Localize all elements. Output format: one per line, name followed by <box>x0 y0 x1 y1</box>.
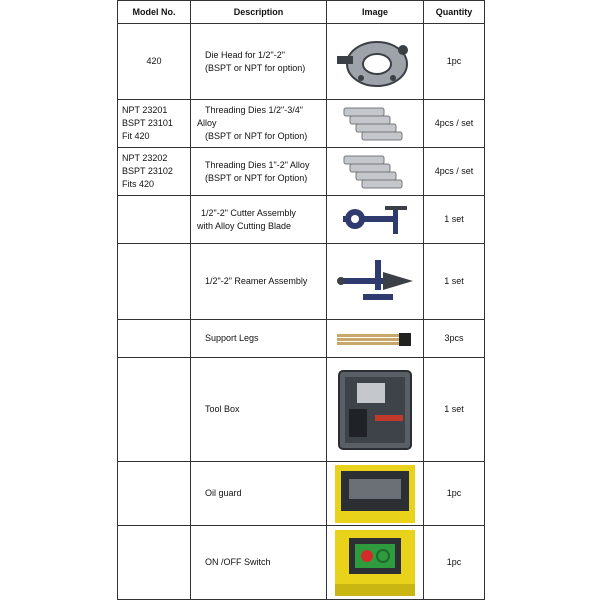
table-row <box>118 526 485 600</box>
model-cell <box>118 320 191 358</box>
desc-line: (BSPT or NPT for Option) <box>205 172 308 183</box>
desc-line: (BSPT or NPT for Option) <box>205 131 308 141</box>
parts-table <box>117 0 485 600</box>
table-row <box>118 100 485 148</box>
image-cell <box>327 320 424 358</box>
desc-line: Tool Box <box>205 404 240 414</box>
quantity-cell: 1 set <box>424 244 485 320</box>
quantity-cell: 1 set <box>424 358 485 462</box>
desc-line: ON /OFF Switch <box>205 557 271 567</box>
model-cell <box>118 24 191 100</box>
description-cell <box>191 244 327 320</box>
desc-line: 1/2"-2" Cutter Assembly <box>201 207 296 218</box>
quantity-cell: 4pcs / set <box>424 148 485 196</box>
description-cell <box>191 358 327 462</box>
reamer-assembly-icon <box>333 254 417 310</box>
desc-line: (BSPT or NPT for option) <box>205 62 306 73</box>
table-row <box>118 358 485 462</box>
desc-line: Threading Dies 1"-2" Alloy <box>205 159 310 170</box>
model-cell <box>118 244 191 320</box>
die-head-icon <box>333 34 417 90</box>
desc-line: 1/2"-2" Reamer Assembly <box>205 276 308 286</box>
header-quantity: Quantity <box>424 1 485 24</box>
model-cell <box>118 526 191 600</box>
description-cell <box>191 148 327 196</box>
on-off-switch-icon <box>335 530 415 596</box>
quantity-cell: 1pc <box>424 526 485 600</box>
cutter-assembly-icon <box>337 200 413 240</box>
image-cell <box>327 358 424 462</box>
table-row <box>118 24 485 100</box>
desc-line: with Alloy Cutting Blade <box>197 220 292 231</box>
table-row <box>118 196 485 244</box>
description-cell <box>191 320 327 358</box>
description-cell <box>191 462 327 526</box>
model-line: 420 <box>146 56 162 66</box>
oil-guard-icon <box>335 465 415 523</box>
model-line: BSPT 23102 <box>122 166 173 176</box>
table-row <box>118 148 485 196</box>
model-cell <box>118 358 191 462</box>
model-line: Fit 420 <box>122 131 150 141</box>
description-cell <box>191 526 327 600</box>
image-cell <box>327 462 424 526</box>
description-cell <box>191 100 327 148</box>
header-image: Image <box>327 1 424 24</box>
quantity-cell: 1pc <box>424 24 485 100</box>
threading-dies-icon <box>340 152 410 192</box>
header-description: Description <box>191 1 327 24</box>
image-cell <box>327 244 424 320</box>
desc-line: Die Head for 1/2"-2" <box>205 49 285 60</box>
tool-box-icon <box>335 367 415 453</box>
model-cell <box>118 148 191 196</box>
model-cell <box>118 462 191 526</box>
image-cell <box>327 100 424 148</box>
table-row <box>118 244 485 320</box>
image-cell <box>327 196 424 244</box>
model-line: NPT 23201 <box>122 105 168 115</box>
desc-line: Alloy <box>197 118 217 128</box>
desc-line: Threading Dies 1/2"-3/4" <box>205 105 303 115</box>
threading-dies-icon <box>340 104 410 144</box>
desc-line: Oil guard <box>205 488 242 498</box>
model-line: BSPT 23101 <box>122 118 173 128</box>
table-row <box>118 462 485 526</box>
quantity-cell: 1pc <box>424 462 485 526</box>
image-cell <box>327 24 424 100</box>
model-line: NPT 23202 <box>122 153 168 163</box>
image-cell <box>327 526 424 600</box>
table-header-row <box>118 1 485 24</box>
model-line: Fits 420 <box>122 179 155 189</box>
model-cell <box>118 196 191 244</box>
quantity-cell: 4pcs / set <box>424 100 485 148</box>
quantity-cell: 1 set <box>424 196 485 244</box>
model-cell <box>118 100 191 148</box>
table-row <box>118 320 485 358</box>
quantity-cell: 3pcs <box>424 320 485 358</box>
image-cell <box>327 148 424 196</box>
support-legs-icon <box>335 332 415 346</box>
description-cell <box>191 196 327 244</box>
desc-line: Support Legs <box>205 333 259 343</box>
description-cell <box>191 24 327 100</box>
header-model: Model No. <box>118 1 191 24</box>
